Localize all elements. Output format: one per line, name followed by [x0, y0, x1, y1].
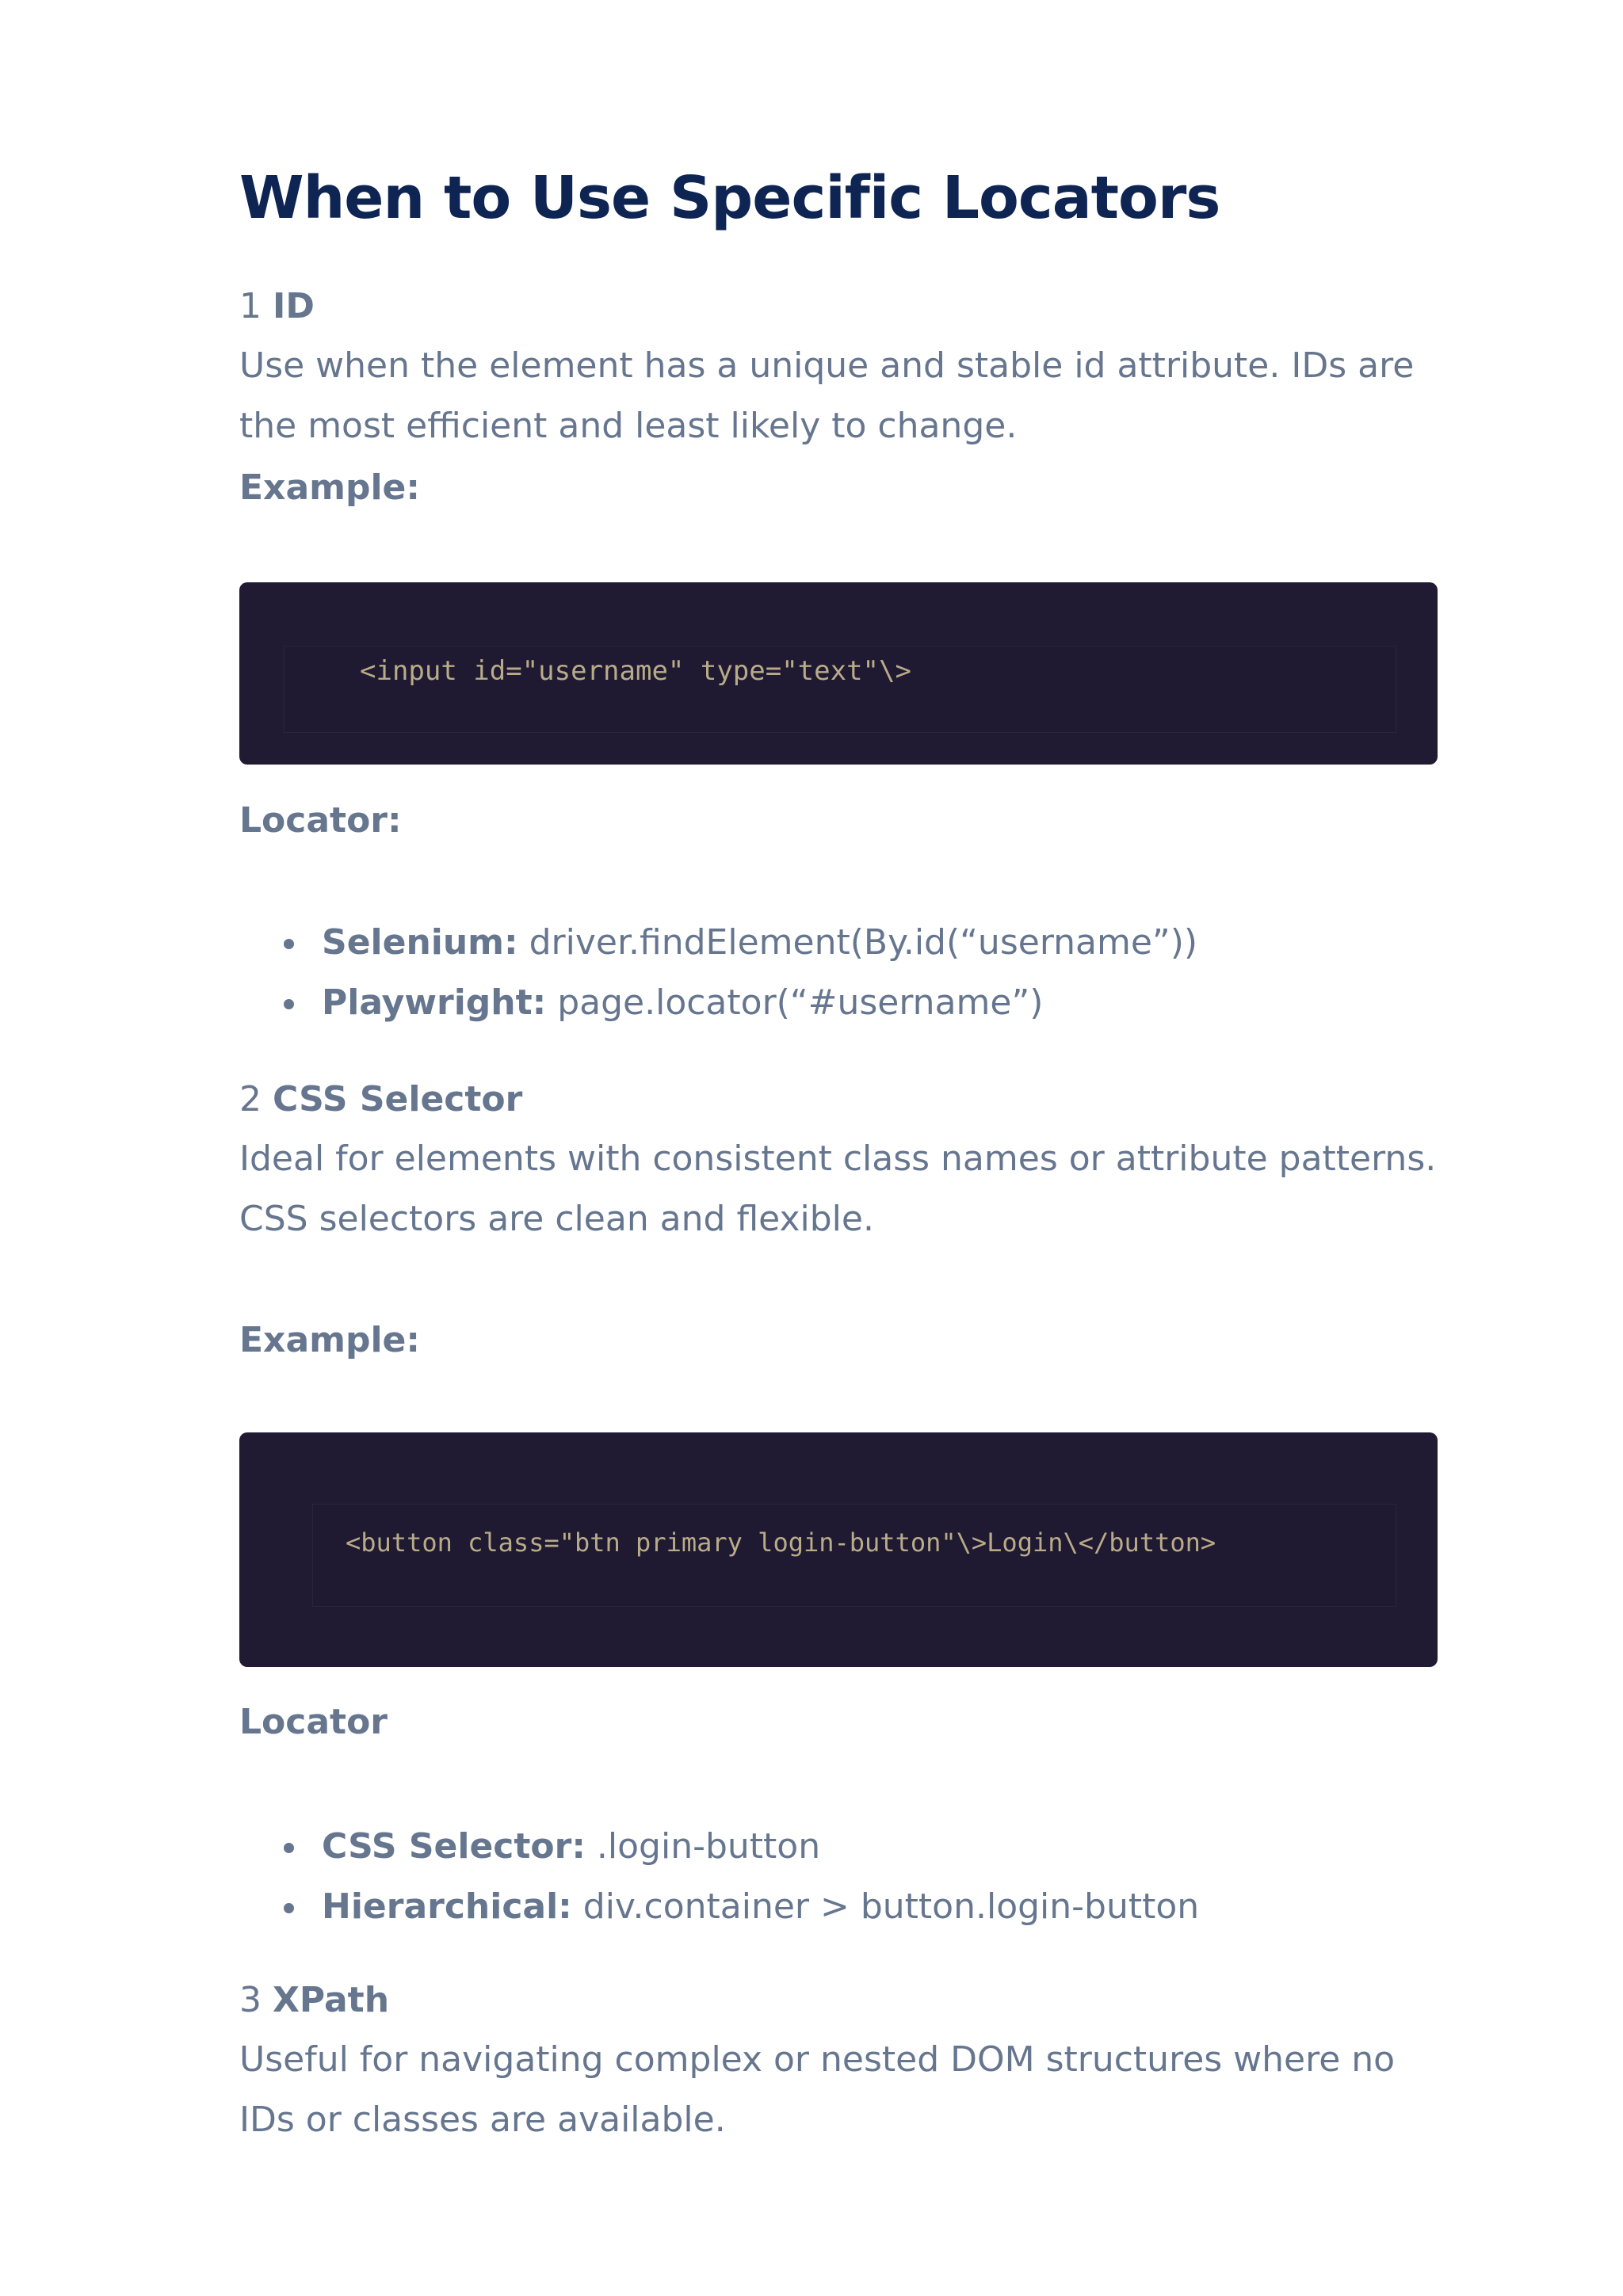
locator-label: Locator:: [239, 800, 402, 841]
section-name: XPath: [273, 1980, 390, 2020]
section-number: 1: [239, 286, 262, 326]
section-name: ID: [273, 286, 315, 326]
bullet-icon: [284, 999, 294, 1009]
locator-value: page.locator(“#username”): [546, 982, 1044, 1023]
code-snippet: <button class="btn primary login-button"\>Login\</button>: [346, 1527, 1216, 1558]
list-item: [239, 913, 1197, 973]
section-description: Useful for navigating complex or nested DOM structures where no IDs or classes are available.: [239, 2039, 1396, 2140]
bullet-icon: [284, 1843, 294, 1853]
section-description: Use when the element has a unique and stable id attribute. IDs are the most efficient and least likely to change.: [239, 345, 1415, 446]
section-number: 2: [239, 1079, 262, 1119]
section-heading-css-selector: [239, 1076, 522, 1123]
code-block-css-example: [239, 1432, 1438, 1667]
page-title: When to Use Specific Locators: [239, 164, 1220, 232]
locator-key: Hierarchical:: [322, 1886, 572, 1927]
example-label: Example:: [239, 1320, 420, 1360]
locator-value: div.container > button.login-button: [571, 1886, 1200, 1927]
section-heading-id: [239, 283, 315, 330]
list-item: [239, 1877, 1199, 1937]
section-name: CSS Selector: [273, 1079, 523, 1119]
section-heading-xpath: [239, 1977, 389, 2024]
section-description: Ideal for elements with consistent class names or attribute patterns. CSS selectors are clean and flexible.: [239, 1138, 1437, 1239]
locator-value: .login-button: [585, 1826, 821, 1867]
locator-list: [239, 1817, 1199, 1937]
list-item: [239, 1817, 1199, 1877]
list-item: [239, 973, 1197, 1033]
example-label: Example:: [239, 467, 420, 508]
locator-key: CSS Selector:: [322, 1826, 586, 1867]
locator-label: Locator: [239, 1702, 388, 1742]
locator-key: Playwright:: [322, 982, 547, 1023]
code-block-id-example: [239, 582, 1438, 765]
locator-list: [239, 913, 1197, 1033]
section-number: 3: [239, 1980, 262, 2020]
locator-value: driver.findElement(By.id(“username”)): [517, 922, 1198, 963]
bullet-icon: [284, 1903, 294, 1913]
bullet-icon: [284, 939, 294, 949]
code-snippet: <input id="username" type="text"\>: [360, 655, 911, 687]
locator-key: Selenium:: [322, 922, 518, 963]
